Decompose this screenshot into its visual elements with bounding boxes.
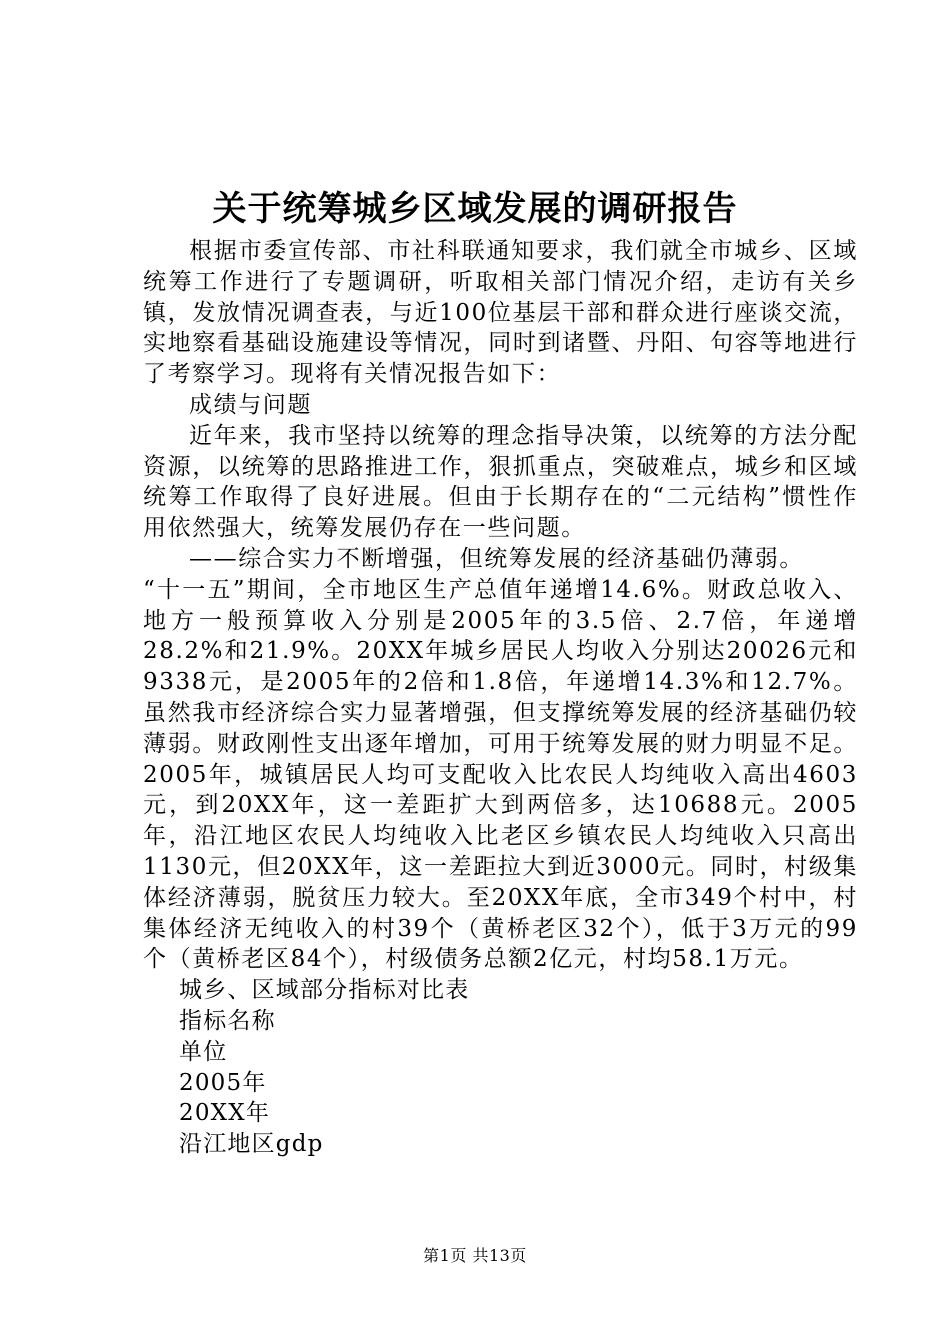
section-heading: 成绩与问题 — [189, 391, 312, 418]
table-row-label: 沿江地区gdp — [179, 1131, 324, 1158]
page-number: 第1页 共13页 — [423, 1246, 527, 1265]
table-header-unit: 单位 — [179, 1038, 228, 1065]
table-header-indicator: 指标名称 — [179, 1007, 276, 1034]
point-one-lead: ——综合实力不断增强，但统筹发展的经济基础仍薄弱。 — [189, 545, 804, 572]
document-body — [143, 236, 858, 1160]
point-one-body: “十一五”期间，全市地区生产总值年递增14.6%。财政总收入、地方一般预算收入分别是2005年的3.5倍、2.7倍，年递增28.2%和21.9%。20XX年城乡居民人均收入分别达20026元和9338元，是2005年的2倍和1.8倍，年递增14.3%和12.7%。虽然我市经济综合实力显著增强，但支撑统筹发展的经济基础仍较薄弱。财政刚性支出逐年增加，可用于统筹发展的财力明显不足。2005年，城镇居民人均可支配收入比农民人均纯收入高出4603元，到20XX年，这一差距扩大到两倍多，达10688元。2005年，沿江地区农民人均纯收入比老区乡镇农民人均纯收入只高出1130元，但20XX年，这一差距拉大到近3000元。同时，村级集体经济薄弱，脱贫压力较大。至20XX年底，全市349个村中，村集体经济无纯收入的村39个（黄桥老区32个），低于3万元的99个（黄桥老区84个），村级债务总额2亿元，村均58.1万元。 — [143, 576, 858, 973]
overview-paragraph: 近年来，我市坚持以统筹的理念指导决策，以统筹的方法分配资源，以统筹的思路推进工作，狠抓重点，突破难点，城乡和区域统筹工作取得了良好进展。但由于长期存在的“二元结构”惯性作用依然强大，统筹发展仍存在一些问题。 — [143, 422, 858, 542]
table-header-20xx: 20XX年 — [179, 1100, 271, 1127]
table-caption: 城乡、区域部分指标对比表 — [179, 977, 470, 1004]
table-header-2005: 2005年 — [179, 1069, 267, 1096]
document-title: 关于统筹城乡区域发展的调研报告 — [212, 189, 738, 229]
intro-paragraph: 根据市委宣传部、市社科联通知要求，我们就全市城乡、区域统筹工作进行了专题调研，听取相关部门情况介绍，走访有关乡镇，发放情况调查表，与近100位基层干部和群众进行座谈交流，实地察看基础设施建设等情况，同时到诸暨、丹阳、句容等地进行了考察学习。现将有关情况报告如下： — [143, 238, 858, 388]
